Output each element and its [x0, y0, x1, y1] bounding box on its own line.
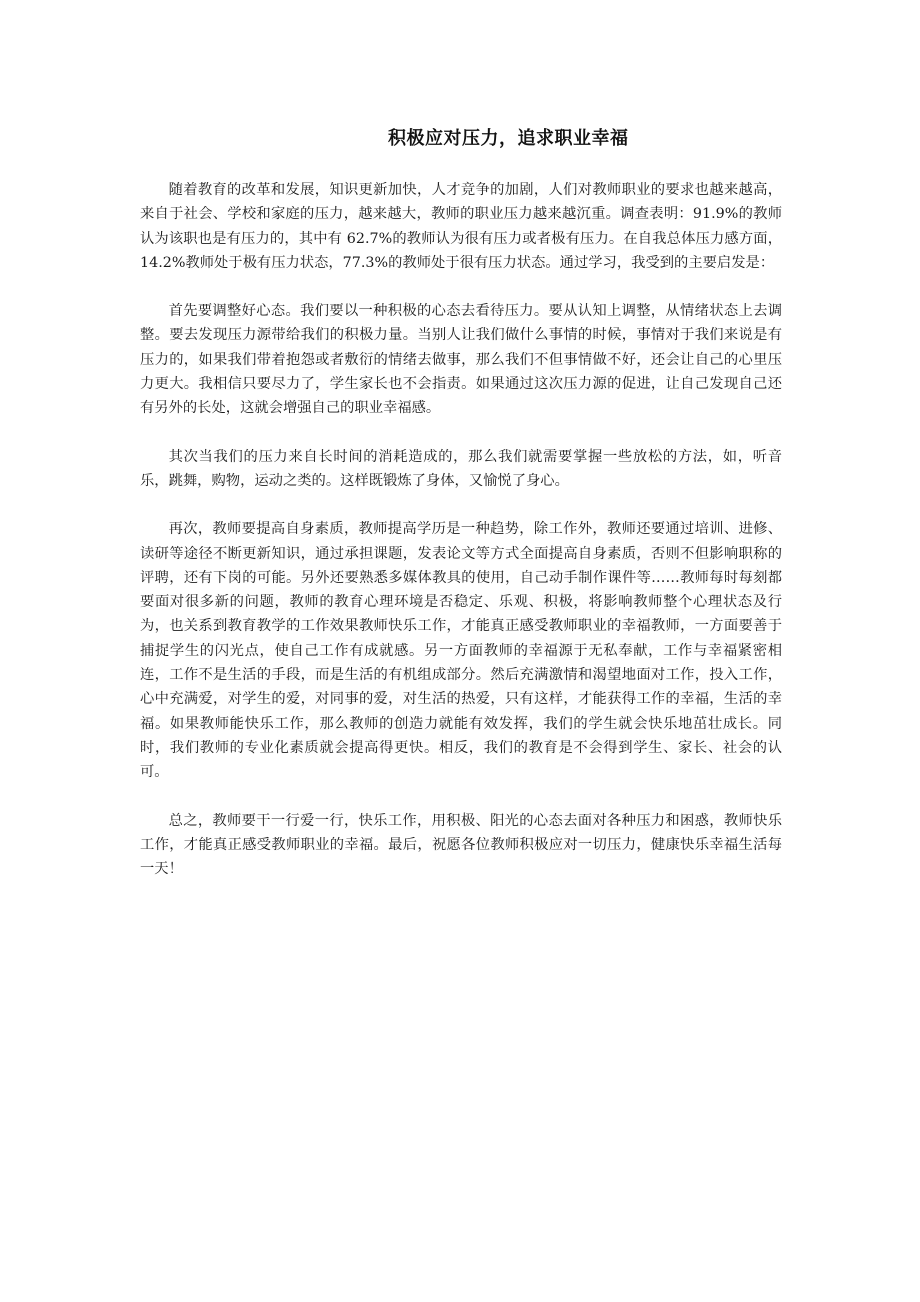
paragraph-relaxation: 其次当我们的压力来自长时间的消耗造成的，那么我们就需要掌握一些放松的方法，如，听音乐，跳舞，购物，运动之类的。这样既锻炼了身体，又愉悦了身心。 [140, 448, 782, 489]
paragraph-self-improvement: 再次，教师要提高自身素质，教师提高学历是一种趋势，除工作外，教师还要通过培训、进修、读研等途径不断更新知识，通过承担课题，发表论文等方式全面提高自身素质，否则不但影响职称的评聘，还有下岗的可能。另外还要熟悉多媒体教具的使用，自己动手制作课件等……教师每时每刻都要面对很多新的问题，教师的教育心理环境是否稳定、乐观、积极，将影响教师整个心理状态及行为，也关系到教育教学的工作效果教师快乐工作，才能真正感受教师职业的幸福教师，一方面要善于捕捉学生的闪光点，使自己工作有成就感。另一方面教师的幸福源于无私奉献，工作与幸福紧密相连，工作不是生活的手段，而是生活的有机组成部分。然后充满激情和渴望地面对工作，投入工作，心中充满爱，对学生的爱，对同事的爱，对生活的热爱，只有这样，才能获得工作的幸福，生活的幸福。如果教师能快乐工作，那么教师的创造力就能有效发挥，我们的学生就会快乐地茁壮成长。同时，我们教师的专业化素质就会提高得更快。相反，我们的教育是不会得到学生、家长、社会的认可。 [140, 521, 782, 781]
paragraph-adjust-mindset: 首先要调整好心态。我们要以一种积极的心态去看待压力。要从认知上调整，从情绪状态上去调整。要去发现压力源带给我们的积极力量。当别人让我们做什么事情的时候，事情对于我们来说是有压力的，如果我们带着抱怨或者敷衍的情绪去做事，那么我们不但事情做不好，还会让自己的心里压力更大。我相信只要尽力了，学生家长也不会指责。如果通过这次压力源的促进，让自己发现自己还有另外的长处，这就会增强自己的职业幸福感。 [140, 303, 782, 417]
paragraph-conclusion: 总之，教师要干一行爱一行，快乐工作，用积极、阳光的心态去面对各种压力和困惑，教师快乐工作，才能真正感受教师职业的幸福。最后，祝愿各位教师积极应对一切压力，健康快乐幸福生活每一天！ [140, 812, 782, 878]
paragraph-intro: 随着教育的改革和发展，知识更新加快，人才竞争的加剧，人们对教师职业的要求也越来越高，来自于社会、学校和家庭的压力，越来越大，教师的职业压力越来越沉重。调查表明：91.9%的教师认为该职也是有压力的，其中有 62.7%的教师认为很有压力或者极有压力。在自我总体压力感方面，14.2%教师处于极有压力状态，77.3%的教师处于很有压力状态。通过学习，我受到的主要启发是： [140, 182, 782, 271]
document-title: 积极应对压力，追求职业幸福 [388, 128, 629, 149]
document-body [140, 178, 782, 881]
